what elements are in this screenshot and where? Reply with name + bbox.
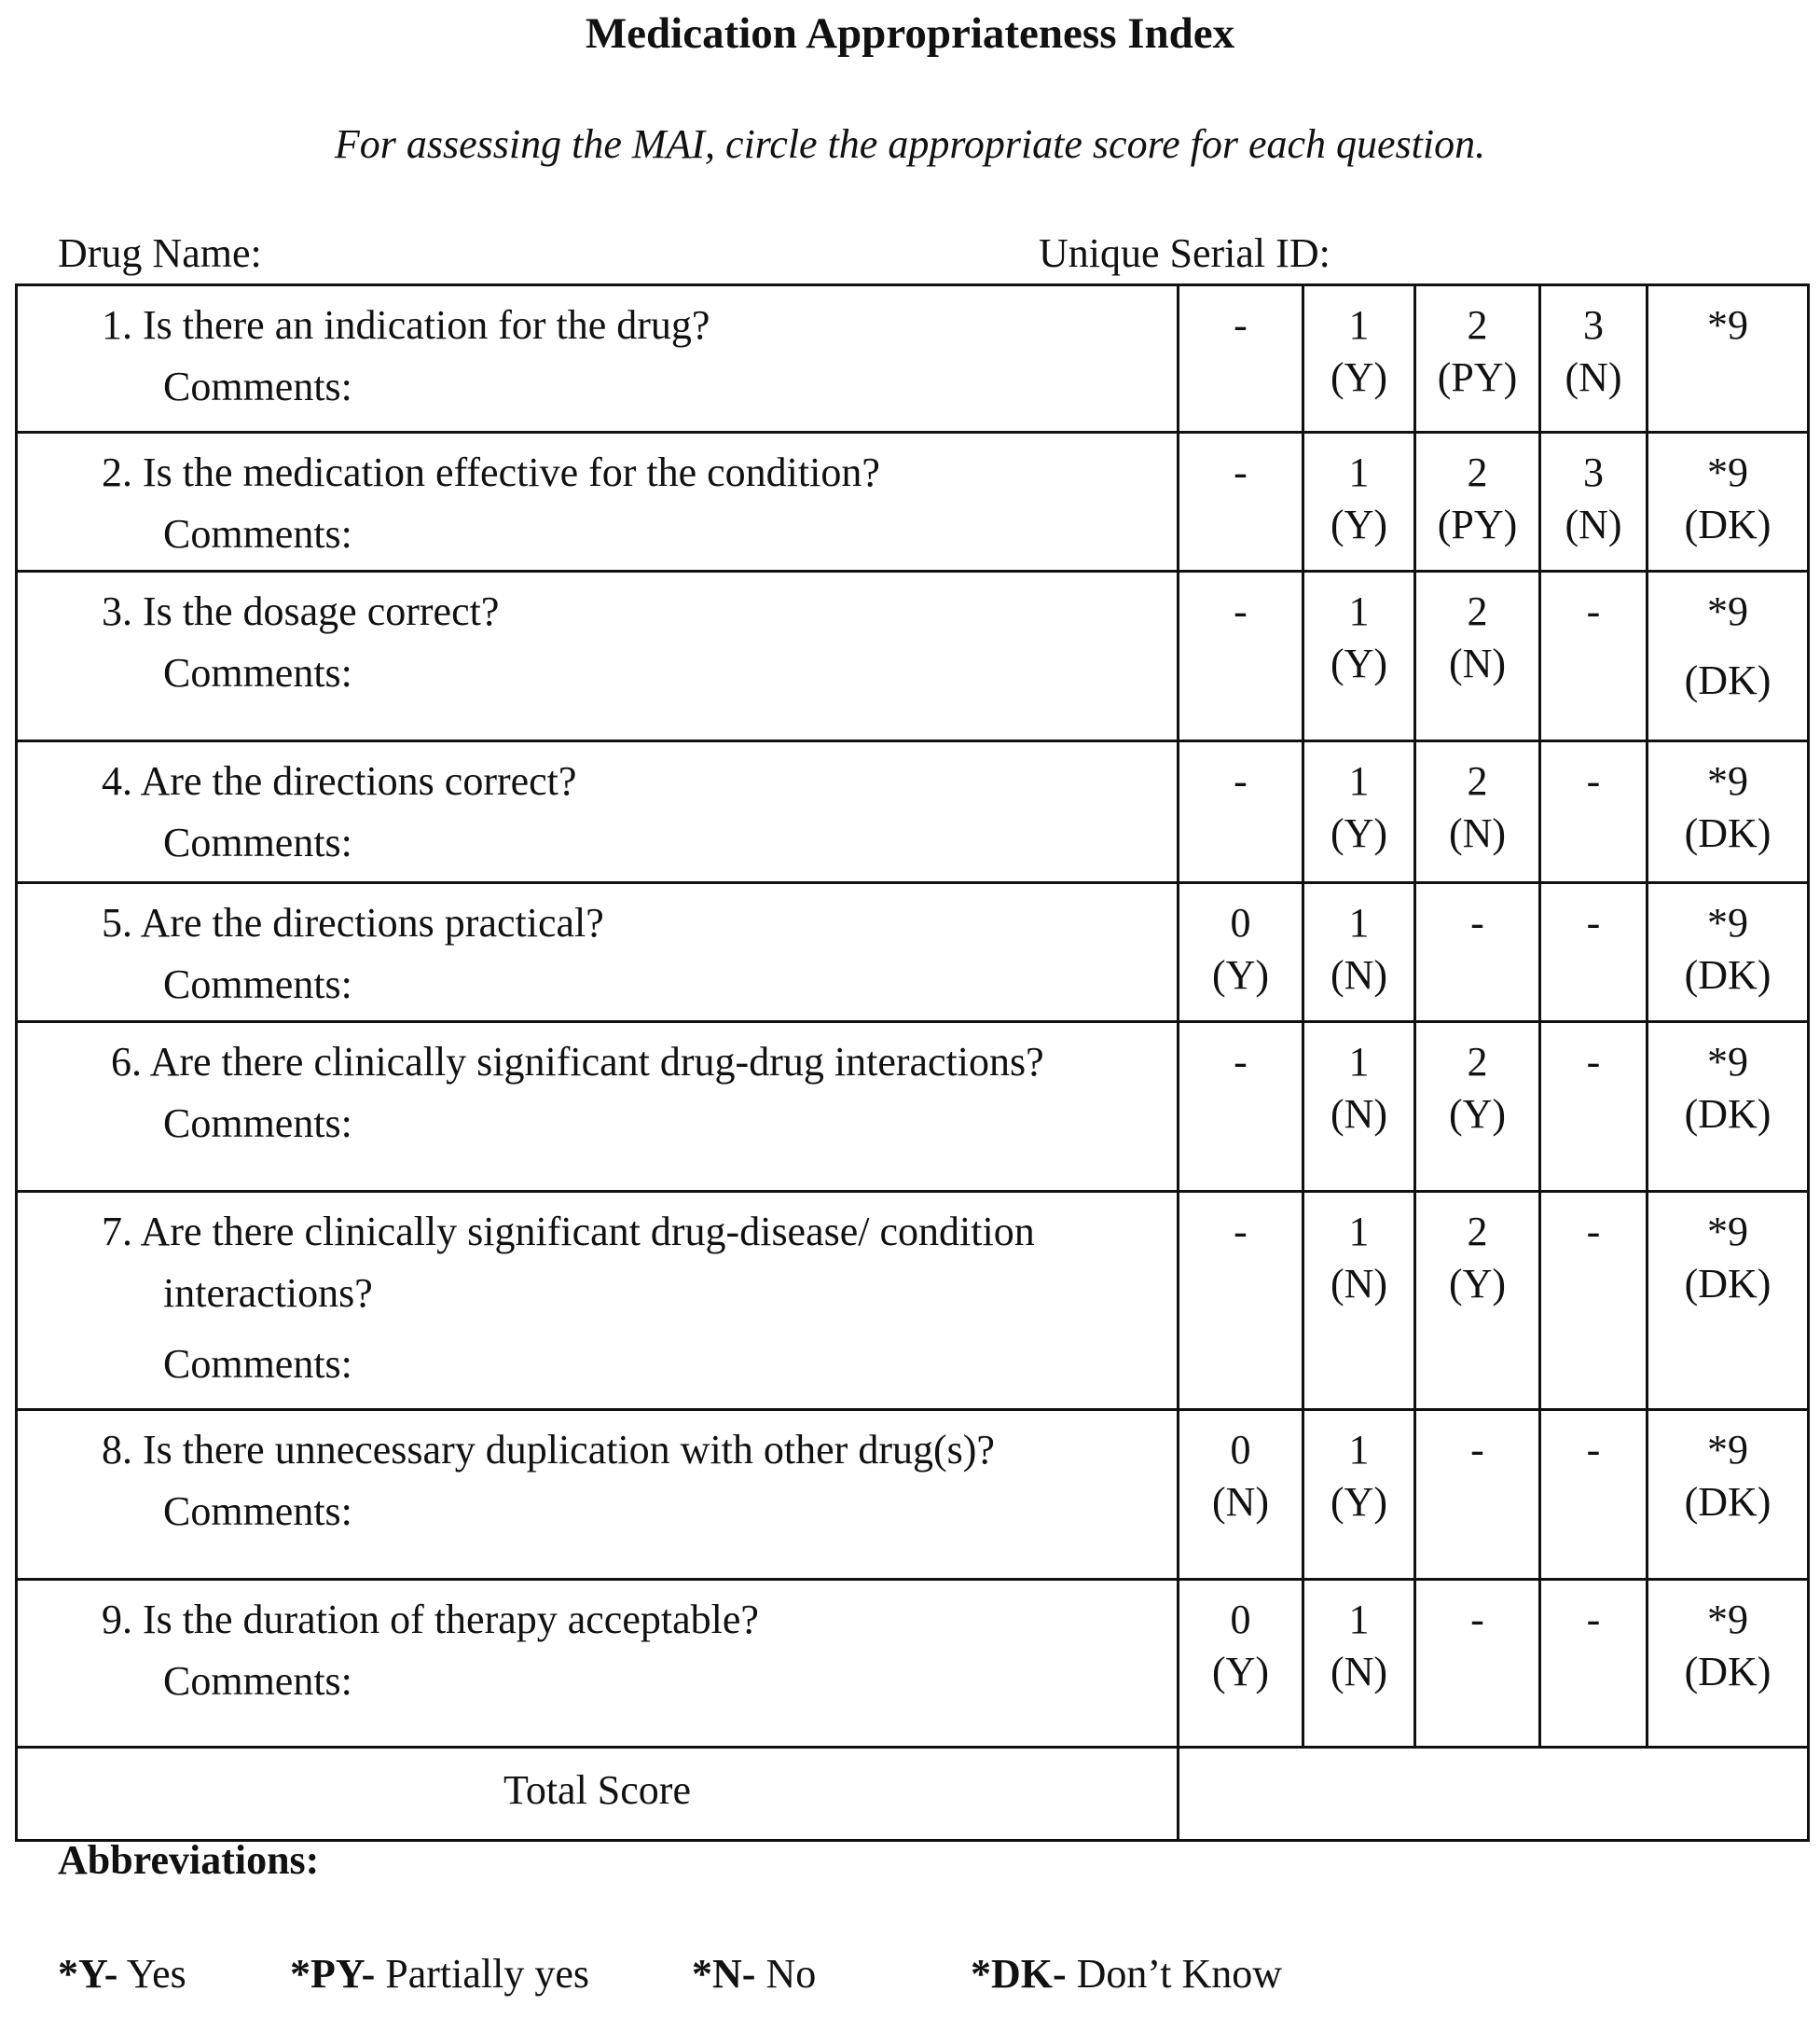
question-row [17,1192,1809,1410]
page-title: Medication Appropriateness Index [585,9,1235,58]
score-abbr: (N) [1565,354,1622,400]
score-value: *9 [1707,302,1748,348]
question-cell [17,433,1179,572]
score-cell[interactable] [1540,433,1648,572]
score-abbr: (DK) [1684,657,1772,703]
score-value: - [1234,1209,1248,1254]
score-cell[interactable] [1540,741,1648,883]
score-cell[interactable] [1415,741,1540,883]
score-cell[interactable] [1303,1410,1415,1580]
score-value: 2 [1467,588,1488,634]
score-abbr: (N) [1448,810,1507,856]
question-cell [17,285,1179,433]
score-value: 2 [1467,1209,1488,1254]
score-value: *9 [1707,449,1748,495]
score-value: *9 [1707,1039,1748,1085]
abbreviations-list [58,1949,1282,1999]
question-row [17,433,1809,572]
comments-label: Comments: [163,650,352,696]
question-cell [17,1022,1179,1192]
question-text: 1. Is there an indication for the drug? [102,302,710,348]
score-abbr: (DK) [1684,952,1772,998]
question-cell [17,741,1179,883]
question-text: 2. Is the medication effective for the condition? [102,449,880,495]
score-value: 1 [1348,900,1370,946]
score-value: - [1234,1039,1248,1085]
comments-label: Comments: [163,364,352,409]
score-abbr: (Y) [1330,354,1388,400]
score-value: 1 [1348,1427,1370,1473]
score-value: 1 [1348,1597,1370,1642]
score-cell[interactable] [1303,1022,1415,1192]
score-abbr: (DK) [1684,810,1772,856]
score-value: 0 [1230,900,1251,946]
total-score-row [17,1748,1809,1841]
serial-id-label: Unique Serial ID: [1039,230,1331,276]
score-abbr: (Y) [1448,1261,1507,1307]
score-abbr: (PY) [1437,354,1518,400]
score-abbr: (PY) [1437,502,1518,547]
score-cell[interactable] [1648,1580,1809,1748]
score-cell[interactable] [1540,1192,1648,1410]
abbreviation-meaning: No [755,1951,817,1997]
score-cell[interactable] [1415,285,1540,433]
question-row [17,572,1809,741]
score-value: 0 [1230,1597,1251,1642]
score-value: - [1470,900,1484,946]
score-cell[interactable] [1540,883,1648,1022]
question-cell [17,1580,1179,1748]
score-value: *9 [1707,1427,1748,1473]
score-value: 1 [1348,1209,1370,1254]
score-cell[interactable] [1303,285,1415,433]
score-cell[interactable] [1415,1192,1540,1410]
question-text: 9. Is the duration of therapy acceptable? [102,1597,759,1642]
mai-table [15,283,1810,1842]
score-cell[interactable] [1540,1410,1648,1580]
score-value: 1 [1348,449,1370,495]
score-cell[interactable] [1179,433,1303,572]
score-value: - [1586,1209,1601,1254]
score-cell[interactable] [1415,433,1540,572]
score-cell[interactable] [1415,1580,1540,1748]
comments-label: Comments: [163,1658,352,1704]
score-value: 1 [1348,758,1370,804]
score-value: - [1234,302,1248,348]
score-value: 1 [1348,588,1370,634]
question-row [17,1580,1809,1748]
abbreviations-title: Abbreviations: [58,1837,320,1883]
score-value: - [1234,758,1248,804]
score-value: - [1470,1597,1484,1642]
question-row [17,883,1809,1022]
score-cell[interactable] [1415,1022,1540,1192]
score-value: *9 [1707,758,1748,804]
score-abbr: (DK) [1684,1479,1772,1525]
score-value: *9 [1707,1209,1748,1254]
question-text: 8. Is there unnecessary duplication with other drug(s)? [102,1427,995,1473]
score-abbr: (DK) [1684,1649,1772,1694]
instruction-text: For assessing the MAI, circle the appropriate score for each question. [334,121,1486,167]
comments-label: Comments: [163,820,352,865]
question-cell [17,572,1179,741]
score-cell[interactable] [1303,1580,1415,1748]
question-text: 5. Are the directions practical? [102,900,604,946]
score-cell[interactable] [1648,741,1809,883]
score-abbr: (N) [1211,1479,1270,1525]
score-cell[interactable] [1303,741,1415,883]
abbreviation-key: *Y- [58,1951,118,1997]
score-abbr: (Y) [1330,810,1388,856]
total-score-value-cell[interactable] [1179,1748,1809,1841]
score-value: 3 [1583,302,1604,348]
score-abbr: (N) [1330,1649,1388,1694]
score-abbr: (Y) [1211,1649,1270,1694]
abbreviation-meaning: Don’t Know [1066,1951,1283,1997]
score-cell[interactable] [1648,1192,1809,1410]
score-value: 0 [1230,1427,1251,1473]
score-cell[interactable] [1540,572,1648,741]
score-abbr: (N) [1565,502,1622,547]
score-value: - [1234,449,1248,495]
abbreviation-item [692,1949,960,1999]
abbreviation-key: *DK- [971,1951,1067,1997]
comments-label: Comments: [163,511,352,557]
score-cell[interactable] [1648,1022,1809,1192]
abbreviation-key: *PY- [290,1951,376,1997]
score-value: - [1586,588,1601,634]
question-row [17,1022,1809,1192]
total-score-label: Total Score [17,1748,1179,1841]
score-cell[interactable] [1648,572,1809,741]
comments-label: Comments: [163,961,352,1007]
score-value: - [1470,1427,1484,1473]
question-row [17,741,1809,883]
score-value: - [1586,1039,1601,1085]
score-value: - [1586,1427,1601,1473]
score-cell[interactable] [1179,741,1303,883]
score-cell[interactable] [1540,1580,1648,1748]
score-abbr: (N) [1330,952,1388,998]
abbreviation-key: *N- [692,1951,756,1997]
score-abbr: (DK) [1684,1261,1772,1307]
score-abbr: (Y) [1330,502,1388,547]
score-value: 2 [1467,1039,1488,1085]
score-cell[interactable] [1179,285,1303,433]
question-cell [17,1192,1179,1410]
score-value: 1 [1348,1039,1370,1085]
score-cell[interactable] [1303,883,1415,1022]
question-text-continued: interactions? [163,1270,373,1316]
score-abbr: (N) [1448,641,1507,686]
score-abbr: (N) [1330,1261,1388,1307]
score-value: *9 [1707,1597,1748,1642]
score-cell[interactable] [1648,433,1809,572]
abbreviation-item [290,1949,682,1999]
score-cell[interactable] [1540,285,1648,433]
drug-name-label: Drug Name: [58,230,262,276]
score-cell[interactable] [1179,883,1303,1022]
comments-label: Comments: [163,1341,352,1387]
score-abbr: (Y) [1330,1479,1388,1525]
score-abbr: (Y) [1211,952,1270,998]
score-value: 2 [1467,758,1488,804]
score-value: *9 [1707,588,1748,634]
score-cell[interactable] [1648,285,1809,433]
score-value: 2 [1467,302,1488,348]
score-value: - [1586,1597,1601,1642]
abbreviation-meaning: Partially yes [375,1951,589,1997]
score-abbr: (DK) [1684,502,1772,547]
abbreviation-item [971,1949,1282,1999]
score-cell[interactable] [1648,1410,1809,1580]
score-cell[interactable] [1540,1022,1648,1192]
score-value: *9 [1707,900,1748,946]
question-text: 6. Are there clinically significant drug-drug interactions? [111,1039,1044,1085]
score-abbr: (Y) [1448,1091,1507,1137]
score-cell[interactable] [1415,883,1540,1022]
score-cell[interactable] [1648,883,1809,1022]
abbreviation-item [58,1949,280,1999]
score-cell[interactable] [1179,572,1303,741]
score-cell[interactable] [1303,572,1415,741]
question-row [17,1410,1809,1580]
abbreviation-meaning: Yes [117,1951,186,1997]
score-cell[interactable] [1415,1410,1540,1580]
score-value: 3 [1583,449,1604,495]
score-cell[interactable] [1179,1580,1303,1748]
score-abbr: (N) [1330,1091,1388,1137]
comments-label: Comments: [163,1100,352,1146]
question-cell [17,883,1179,1022]
score-abbr: (Y) [1330,641,1388,686]
score-cell[interactable] [1415,572,1540,741]
score-cell[interactable] [1303,1192,1415,1410]
question-text: 7. Are there clinically significant drug-disease/ condition [102,1209,1035,1254]
score-cell[interactable] [1179,1410,1303,1580]
question-cell [17,1410,1179,1580]
question-row [17,285,1809,433]
score-cell[interactable] [1179,1192,1303,1410]
question-text: 3. Is the dosage correct? [102,588,500,634]
score-value: 2 [1467,449,1488,495]
question-text: 4. Are the directions correct? [102,758,577,804]
score-value: 1 [1348,302,1370,348]
score-value: - [1586,758,1601,804]
score-cell[interactable] [1179,1022,1303,1192]
score-abbr: (DK) [1684,1091,1772,1137]
score-cell[interactable] [1303,433,1415,572]
score-value: - [1586,900,1601,946]
score-value: - [1234,588,1248,634]
comments-label: Comments: [163,1488,352,1534]
